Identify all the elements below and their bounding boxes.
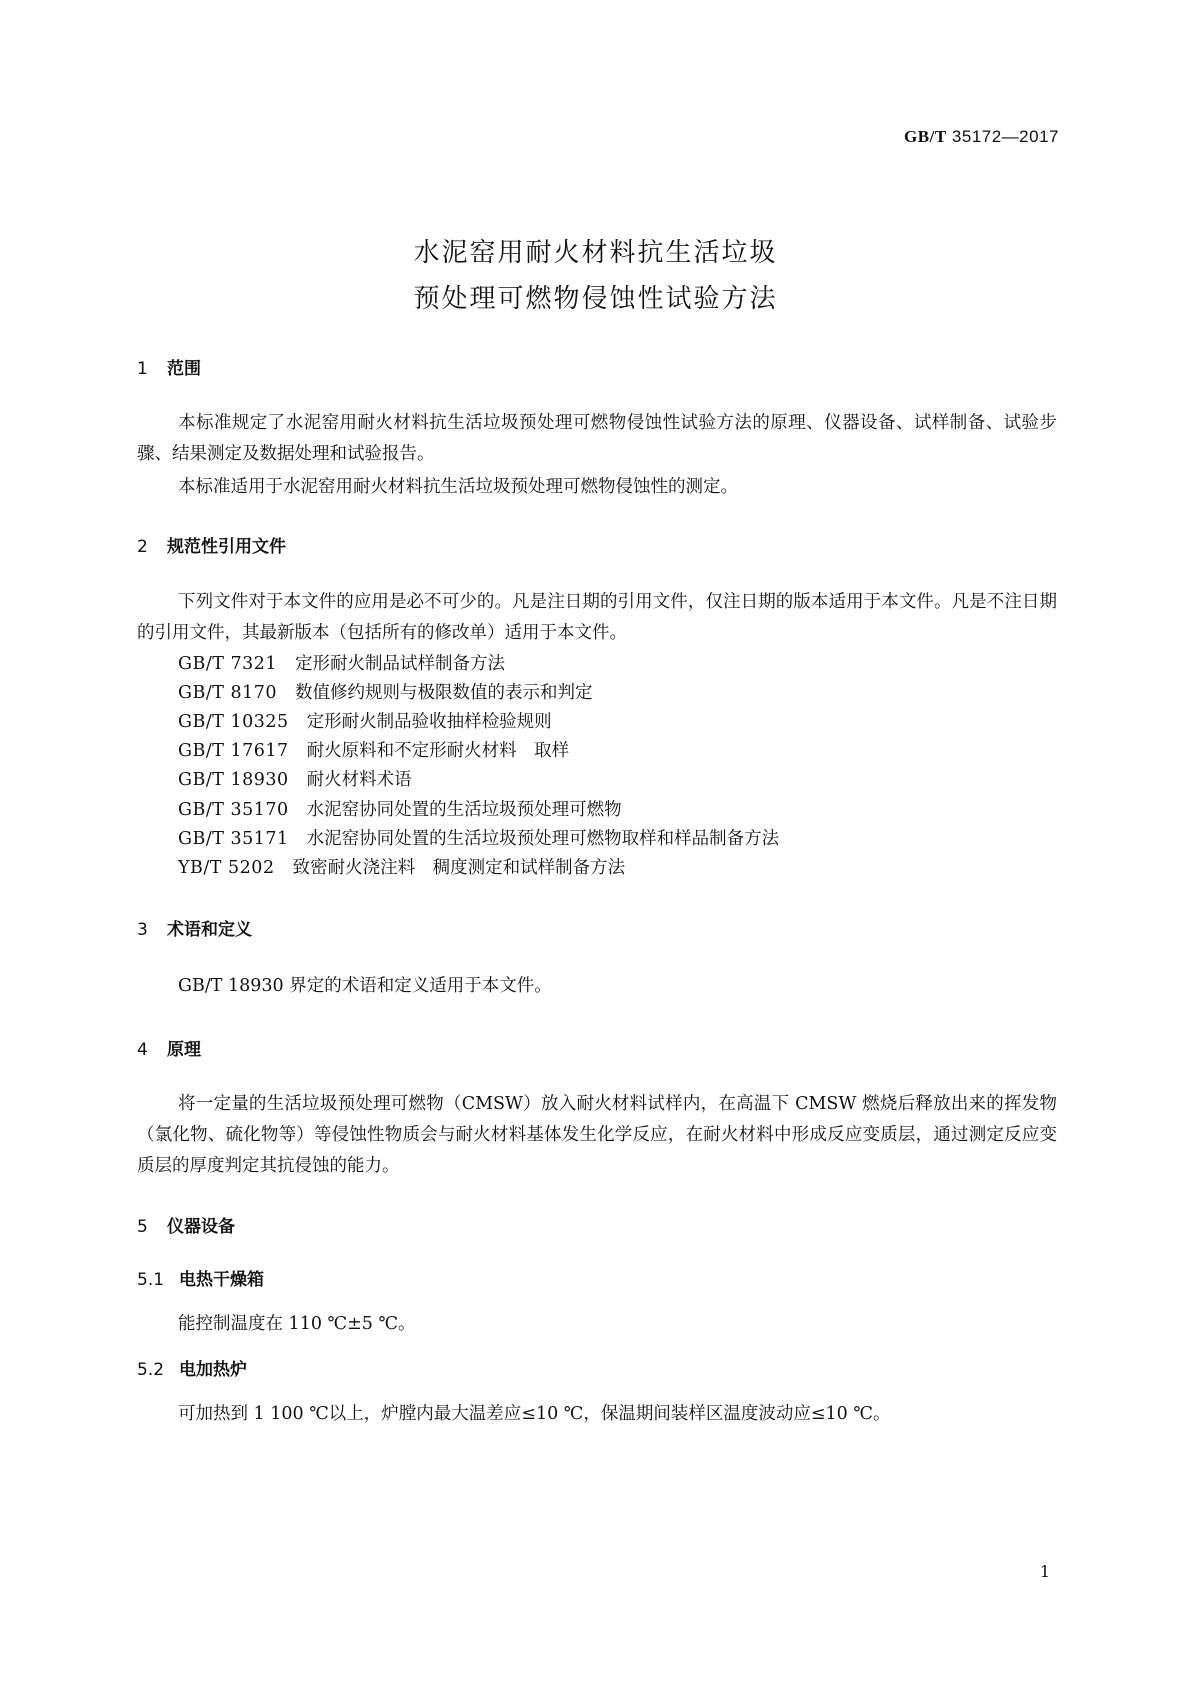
- reference-title: 耐火原料和不定形耐火材料 取样: [306, 741, 570, 761]
- section-number: 1: [137, 359, 148, 379]
- reference-title: 数值修约规则与极限数值的表示和判定: [295, 683, 593, 703]
- normative-reference: [178, 825, 779, 850]
- section-title: 原理: [167, 1040, 201, 1060]
- reference-title: 水泥窑协同处置的生活垃圾预处理可燃物: [306, 800, 622, 820]
- section-2-paragraph-1: 下列文件对于本文件的应用是必不可少的。凡是注日期的引用文件，仅注日期的版本适用于本文件。凡是不注日期的引用文件，其最新版本（包括所有的修改单）适用于本文件。: [137, 592, 1057, 643]
- section-3-heading: [137, 915, 252, 940]
- section-1-paragraph-2: 本标准适用于水泥窑用耐火材料抗生活垃圾预处理可燃物侵蚀性的测定。: [178, 477, 738, 497]
- section-2-heading: [137, 532, 286, 557]
- section-number: 3: [137, 920, 148, 940]
- reference-code: GB/T 10325: [178, 712, 289, 732]
- normative-reference: [178, 796, 622, 821]
- reference-title: 耐火材料术语: [306, 770, 412, 790]
- document-title-line-2: 预处理可燃物侵蚀性试验方法: [413, 284, 778, 314]
- standard-code-number: 35172—2017: [951, 127, 1059, 146]
- normative-reference: [178, 708, 552, 733]
- reference-code: GB/T 7321: [178, 654, 278, 674]
- subsection-title: 电热干燥箱: [179, 1270, 264, 1290]
- normative-reference: [178, 650, 505, 675]
- section-4-paragraph-1: 将一定量的生活垃圾预处理可燃物（CMSW）放入耐火材料试样内，在高温下 CMSW 燃烧后释放出来的挥发物（氯化物、硫化物等）等侵蚀性物质会与耐火材料基体发生化学反应，在耐火材料中形成反应变质层，通过测定反应变质层的厚度判定其抗侵蚀的能力。: [137, 1094, 1057, 1176]
- section-4-heading: [137, 1035, 201, 1060]
- subsection-number: 5.1: [137, 1270, 165, 1290]
- section-title: 术语和定义: [167, 920, 252, 940]
- subsection-5-2-text: 可加热到 1 100 ℃以上，炉膛内最大温差应≤10 ℃，保温期间装样区温度波动应≤10 ℃。: [178, 1404, 891, 1424]
- normative-reference: [178, 737, 569, 762]
- reference-title: 水泥窑协同处置的生活垃圾预处理可燃物取样和样品制备方法: [306, 829, 780, 849]
- reference-code: GB/T 35170: [178, 800, 289, 820]
- section-5-heading: [137, 1212, 235, 1237]
- section-number: 2: [137, 537, 148, 557]
- section-title: 范围: [167, 359, 201, 379]
- normative-reference: [178, 766, 412, 791]
- subsection-5-2-heading: [137, 1355, 247, 1380]
- reference-code: GB/T 17617: [178, 741, 289, 761]
- reference-code: YB/T 5202: [178, 858, 275, 878]
- section-number: 4: [137, 1040, 148, 1060]
- reference-title: 定形耐火制品验收抽样检验规则: [306, 712, 552, 732]
- reference-code: GB/T 35171: [178, 829, 289, 849]
- subsection-5-1-text: 能控制温度在 110 ℃±5 ℃。: [178, 1314, 416, 1334]
- normative-reference: [178, 854, 625, 879]
- reference-code: GB/T 18930: [178, 770, 289, 790]
- subsection-number: 5.2: [137, 1360, 165, 1380]
- section-1-paragraph-1: 本标准规定了水泥窑用耐火材料抗生活垃圾预处理可燃物侵蚀性试验方法的原理、仪器设备、试样制备、试验步骤、结果测定及数据处理和试验报告。: [137, 413, 1057, 464]
- subsection-title: 电加热炉: [179, 1360, 247, 1380]
- standard-code-prefix: GB/T: [904, 127, 947, 146]
- subsection-5-1-heading: [137, 1265, 264, 1290]
- section-title: 规范性引用文件: [167, 537, 286, 557]
- page-number: 1: [1039, 1562, 1050, 1581]
- section-1-heading: [137, 354, 201, 379]
- section-3-paragraph-1: GB/T 18930 界定的术语和定义适用于本文件。: [178, 976, 552, 996]
- section-title: 仪器设备: [167, 1217, 235, 1237]
- standard-code: [904, 127, 1059, 147]
- reference-title: 致密耐火浇注料 稠度测定和试样制备方法: [292, 858, 626, 878]
- document-title-line-1: 水泥窑用耐火材料抗生活垃圾: [413, 238, 778, 268]
- reference-title: 定形耐火制品试样制备方法: [295, 654, 506, 674]
- section-number: 5: [137, 1217, 148, 1237]
- normative-reference: [178, 679, 593, 704]
- reference-code: GB/T 8170: [178, 683, 278, 703]
